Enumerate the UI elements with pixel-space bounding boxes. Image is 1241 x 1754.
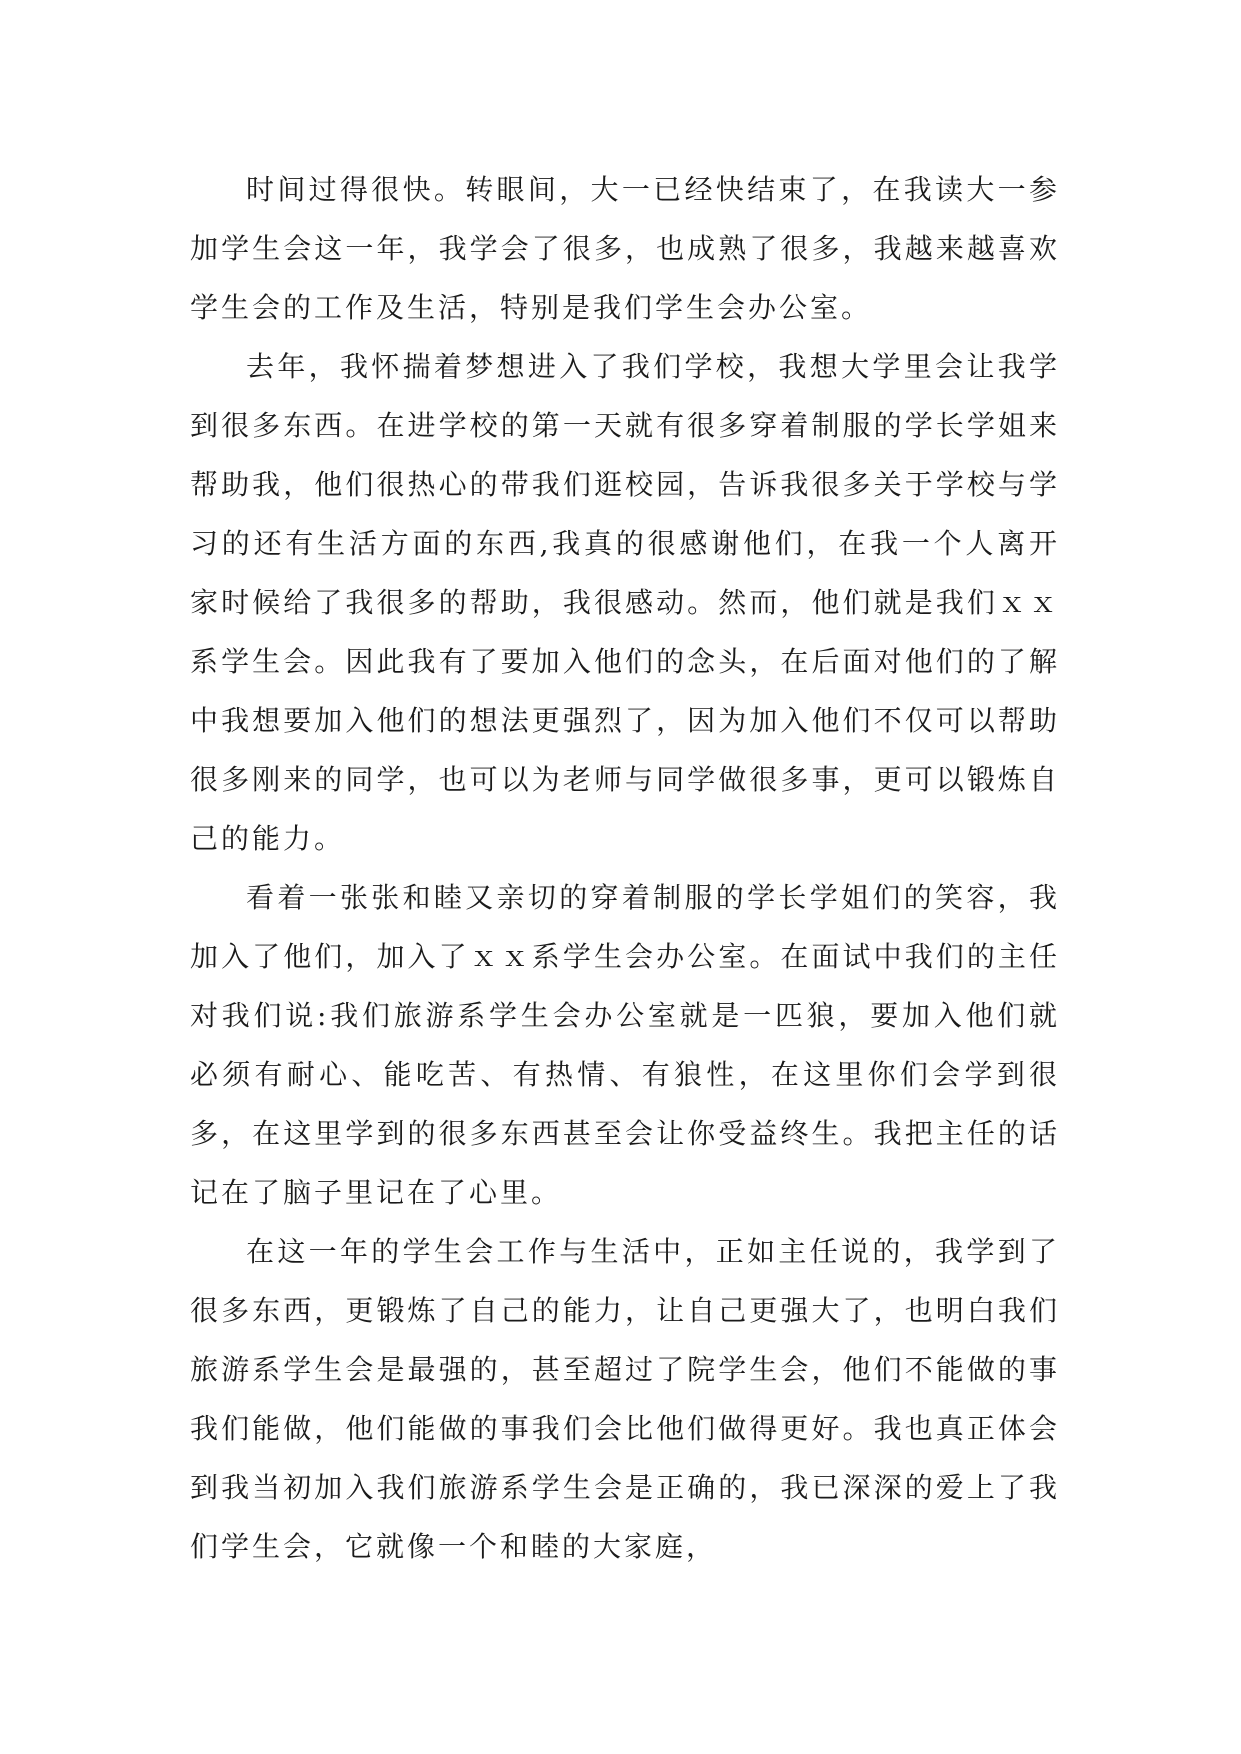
paragraph: 时间过得很快。转眼间，大一已经快结束了，在我读大一参加学生会这一年，我学会了很多，也成熟了很多，我越来越喜欢学生会的工作及生活，特别是我们学生会办公室。 xyxy=(190,173,1060,324)
document-page xyxy=(190,160,1060,1576)
paragraph: 在这一年的学生会工作与生活中，正如主任说的，我学到了很多东西，更锻炼了自己的能力，让自己更强大了，也明白我们旅游系学生会是最强的，甚至超过了院学生会，他们不能做的事我们能做，他们能做的事我们会比他们做得更好。我也真正体会到我当初加入我们旅游系学生会是正确的，我已深深的爱上了我们学生会，它就像一个和睦的大家庭， xyxy=(190,1235,1060,1563)
paragraph: 去年，我怀揣着梦想进入了我们学校，我想大学里会让我学到很多东西。在进学校的第一天就有很多穿着制服的学长学姐来帮助我，他们很热心的带我们逛校园，告诉我很多关于学校与学习的还有生活方面的东西,我真的很感谢他们，在我一个人离开家时候给了我很多的帮助，我很感动。然而，他们就是我们ｘｘ系学生会。因此我有了要加入他们的念头，在后面对他们的了解中我想要加入他们的想法更强烈了，因为加入他们不仅可以帮助很多刚来的同学，也可以为老师与同学做很多事，更可以锻炼自己的能力。 xyxy=(190,350,1060,855)
paragraph: 看着一张张和睦又亲切的穿着制服的学长学姐们的笑容，我加入了他们，加入了ｘｘ系学生会办公室。在面试中我们的主任对我们说:我们旅游系学生会办公室就是一匹狼，要加入他们就必须有耐心、能吃苦、有热情、有狼性，在这里你们会学到很多，在这里学到的很多东西甚至会让你受益终生。我把主任的话记在了脑子里记在了心里。 xyxy=(190,881,1060,1209)
